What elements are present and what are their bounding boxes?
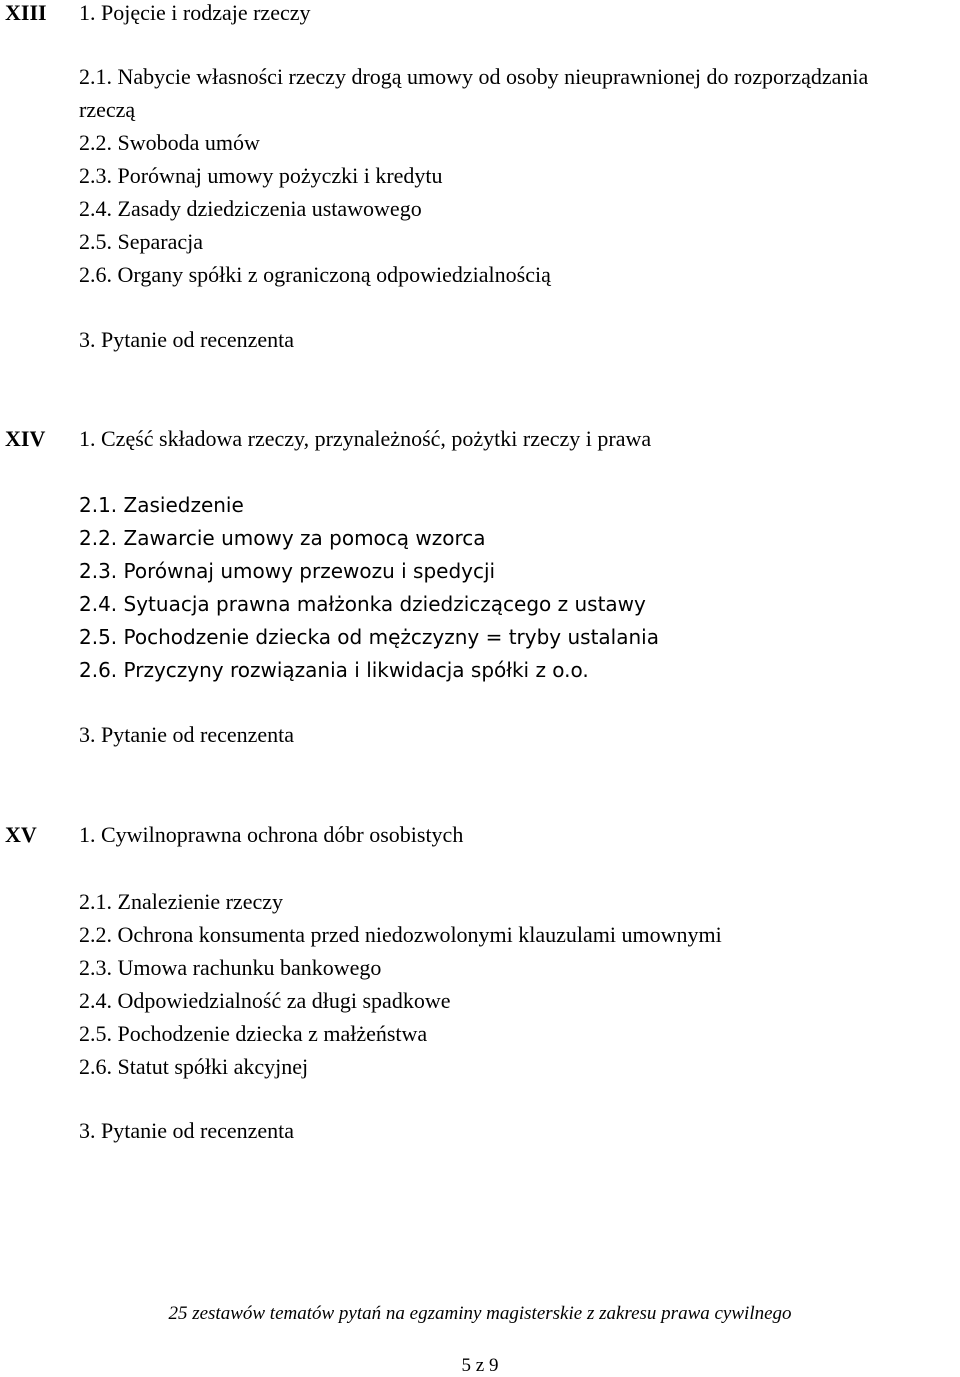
section-heading: 1. Pojęcie i rodzaje rzeczy [79,0,311,25]
list-item: 2.2. Zawarcie umowy za pomocą wzorca [79,526,486,550]
list-item: 2.1. Znalezienie rzeczy [79,889,283,914]
list-item: 2.2. Ochrona konsumenta przed niedozwolonymi klauzulami umownymi [79,922,722,947]
list-item: 2.4. Odpowiedzialność za długi spadkowe [79,988,451,1013]
list-item: 2.1. Nabycie własności rzeczy drogą umowy od osoby nieuprawnionej do rozporządzania [79,64,869,89]
section-number: XIII [5,0,47,25]
list-item: 2.1. Zasiedzenie [79,493,244,517]
list-item: 2.5. Pochodzenie dziecka od mężczyzny = tryby ustalania [79,625,659,649]
list-item: 2.2. Swoboda umów [79,130,260,155]
list-item: 2.3. Porównaj umowy pożyczki i kredytu [79,163,443,188]
list-item: 2.6. Przyczyny rozwiązania i likwidacja spółki z o.o. [79,658,589,682]
section-number: XV [5,822,37,847]
list-item: rzeczą [79,97,136,122]
subitem-list [79,489,659,687]
section-heading: 1. Cywilnoprawna ochrona dóbr osobistych [79,822,464,847]
list-item: 2.6. Statut spółki akcyjnej [79,1054,309,1079]
list-item: 2.3. Umowa rachunku bankowego [79,955,382,980]
subitem-list [79,60,868,291]
reviewer-question: 3. Pytanie od recenzenta [79,1118,295,1143]
subitem-list [79,885,722,1083]
section-number: XIV [5,426,46,451]
list-item: 2.6. Organy spółki z ograniczoną odpowiedzialnością [79,262,551,287]
reviewer-question: 3. Pytanie od recenzenta [79,327,295,352]
list-item: 2.4. Zasady dziedziczenia ustawowego [79,196,422,221]
list-item: 2.5. Separacja [79,229,203,254]
page-number: 5 z 9 [461,1355,499,1376]
footer-title: 25 zestawów tematów pytań na egzaminy magisterskie z zakresu prawa cywilnego [168,1303,792,1324]
section-heading: 1. Część składowa rzeczy, przynależność, pożytki rzeczy i prawa [79,426,652,451]
list-item: 2.5. Pochodzenie dziecka z małżeństwa [79,1021,428,1046]
list-item: 2.4. Sytuacja prawna małżonka dziedziczącego z ustawy [79,592,646,616]
list-item: 2.3. Porównaj umowy przewozu i spedycji [79,559,496,583]
reviewer-question: 3. Pytanie od recenzenta [79,722,295,747]
